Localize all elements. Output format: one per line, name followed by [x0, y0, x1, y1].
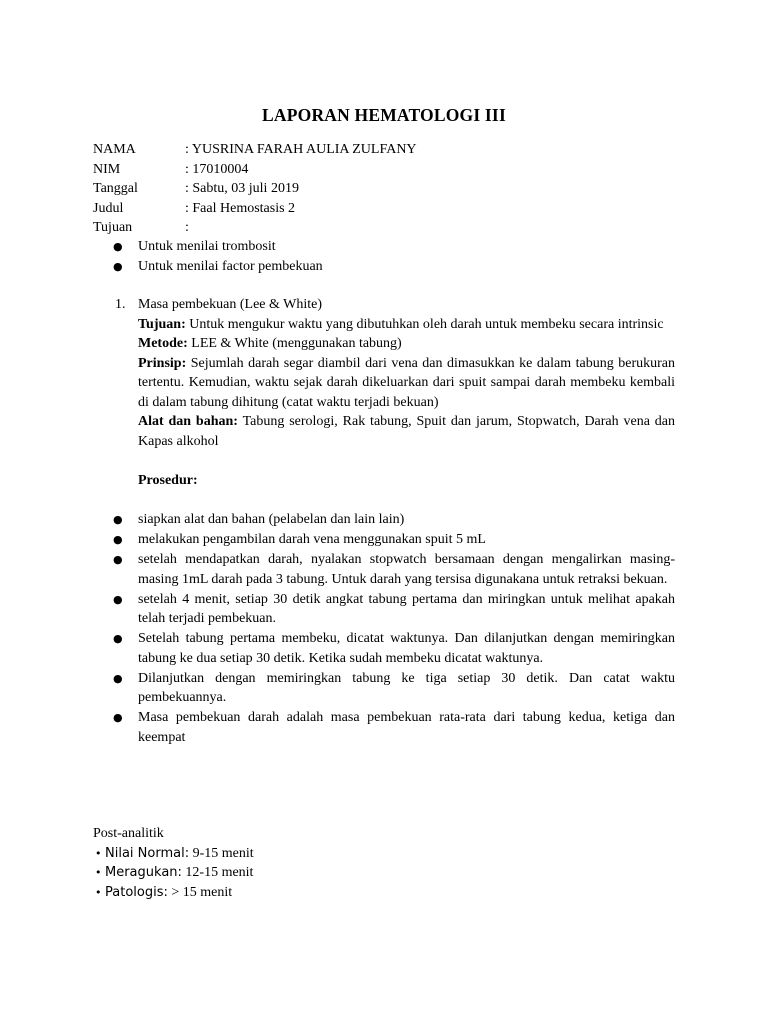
alat-paragraph: [138, 412, 675, 451]
post-analitik-label: Meragukan:: [105, 865, 182, 880]
info-label: Tujuan: [93, 220, 133, 235]
bullet-icon: •: [95, 846, 102, 860]
info-row-tanggal: [93, 179, 693, 199]
list-item-text: Dilanjutkan dengan memiringkan tabung ke tiga setiap 30 detik. Dan catat waktu pembekuannya.: [138, 670, 675, 705]
list-item-text: setelah mendapatkan darah, nyalakan stopwatch bersamaan dengan mengalirkan masing-masing 1mL darah pada 3 tabung. Untuk darah yang tersisa digunakana untuk retraksi bekuan.: [138, 552, 675, 587]
list-item-text: Untuk menilai trombosit: [138, 239, 276, 254]
info-value: :: [185, 220, 189, 235]
bullet-icon: ●: [113, 553, 123, 566]
bullet-icon: •: [95, 885, 102, 899]
prosedur-heading: Prosedur:: [138, 472, 198, 488]
list-item: [113, 530, 675, 550]
post-analitik-item: [93, 844, 493, 864]
post-analitik-value: 12-15 menit: [181, 865, 254, 880]
metode-label: Metode:: [138, 336, 188, 351]
list-item: [113, 708, 675, 747]
post-analitik-label: Patologis:: [105, 884, 168, 900]
section-masa-pembekuan: [115, 295, 675, 490]
list-item-text: Untuk menilai factor pembekuan: [138, 259, 323, 274]
info-value: : Faal Hemostasis 2: [185, 200, 296, 216]
tujuan-list: [113, 237, 673, 277]
post-analitik-item: [93, 863, 493, 883]
list-item-text: siapkan alat dan bahan (pelabelan dan lain lain): [138, 512, 405, 527]
tujuan-paragraph: [138, 315, 675, 335]
bullet-icon: ●: [113, 240, 123, 253]
list-item: [113, 550, 675, 589]
info-label: NAMA: [93, 142, 136, 157]
info-label: Judul: [93, 200, 124, 216]
tujuan-label: Tujuan:: [138, 316, 186, 332]
metode-paragraph: [138, 334, 675, 354]
list-item-text: Masa pembekuan darah adalah masa pembekuan rata-rata dari tabung kedua, ketiga dan keempat: [138, 710, 675, 745]
bullet-icon: ●: [113, 260, 123, 273]
post-analitik-value: 9-15 menit: [189, 845, 254, 861]
prinsip-label: Prinsip:: [138, 355, 187, 371]
metode-text: LEE & White (menggunakan tabung): [187, 336, 402, 351]
post-analitik-block: [93, 824, 493, 902]
section-body: [138, 295, 675, 490]
bullet-icon: ●: [113, 592, 123, 606]
list-item: [113, 629, 675, 668]
alat-label: Alat dan bahan:: [138, 414, 238, 429]
info-value: : YUSRINA FARAH AULIA ZULFANY: [185, 142, 417, 157]
post-analitik-item: [93, 883, 493, 903]
list-item-text: melakukan pengambilan darah vena menggunakan spuit 5 mL: [138, 532, 486, 547]
list-item: [113, 590, 675, 629]
document-title: LAPORAN HEMATOLOGI III: [262, 105, 506, 125]
info-block: [93, 140, 693, 238]
section-heading: Masa pembekuan (Lee & White): [138, 297, 323, 312]
list-item: [113, 257, 673, 277]
info-row-nim: [93, 160, 693, 180]
bullet-icon: ●: [113, 711, 123, 724]
section-number: 1.: [115, 297, 126, 312]
bullet-icon: •: [95, 866, 102, 879]
post-analitik-heading: Post-analitik: [93, 826, 164, 841]
info-value: : 17010004: [185, 161, 249, 177]
info-row-tujuan: [93, 218, 693, 238]
bullet-icon: ●: [113, 632, 123, 645]
post-analitik-label: Nilai Normal:: [105, 845, 190, 861]
post-analitik-value: > 15 menit: [167, 884, 233, 900]
tujuan-text: Untuk mengukur waktu yang dibutuhkan oleh darah untuk membeku secara intrinsic: [185, 316, 664, 332]
info-label: NIM: [93, 161, 121, 177]
info-value: : Sabtu, 03 juli 2019: [185, 181, 299, 196]
bullet-icon: ●: [113, 671, 123, 685]
list-item-text: setelah 4 menit, setiap 30 detik angkat tabung pertama dan miringkan untuk melihat apakah telah terjadi pembekuan.: [138, 591, 675, 626]
list-item: [113, 510, 675, 530]
info-row-judul: [93, 199, 693, 219]
alat-text: Tabung serologi, Rak tabung, Spuit dan jarum, Stopwatch, Darah vena dan Kapas alkohol: [138, 414, 675, 449]
prinsip-text: Sejumlah darah segar diambil dari vena dan dimasukkan ke dalam tabung berukuran tertentu. Kemudian, waktu sejak darah dikeluarkan dari spuit sampai darah membeku kembali di dalam tabung dihitung (catat waktu terjadi bekuan): [138, 355, 675, 410]
list-item: [113, 237, 673, 257]
list-item: [113, 669, 675, 708]
info-row-nama: [93, 140, 693, 160]
bullet-icon: ●: [113, 513, 123, 526]
info-label: Tanggal: [93, 181, 138, 196]
prinsip-paragraph: [138, 354, 675, 413]
list-item-text: Setelah tabung pertama membeku, dicatat waktunya. Dan dilanjutkan dengan memiringkan tabung ke dua setiap 30 detik. Ketika sudah membeku dicatat waktunya.: [138, 631, 675, 666]
bullet-icon: ●: [113, 533, 123, 546]
prosedur-list: [113, 510, 675, 748]
